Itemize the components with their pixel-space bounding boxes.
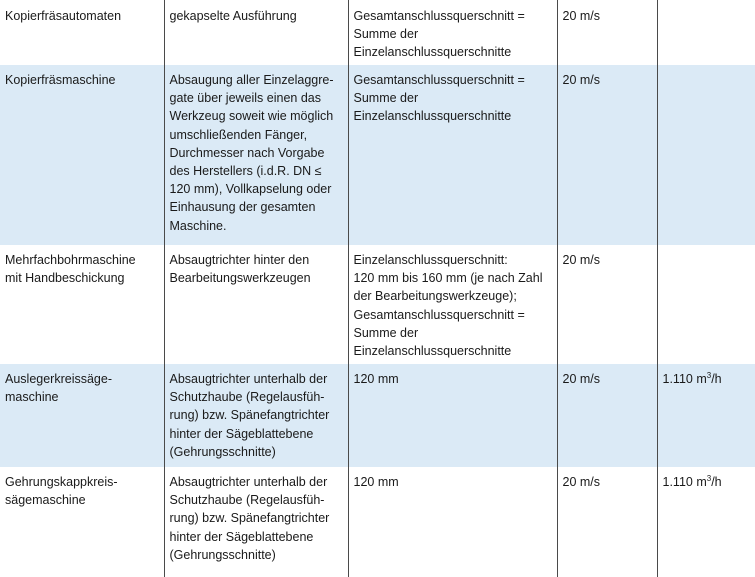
capture-line: Absaugtrichter hinter den [169, 253, 310, 267]
table-row [0, 245, 755, 364]
table-row [0, 0, 755, 65]
cross-section-line: Einzelanschlussquerschnitte [353, 109, 512, 124]
cross-section-cell [348, 65, 557, 245]
machine-cell [0, 65, 164, 245]
cross-section-line: 120 mm bis 160 mm (je nach Zahl [353, 271, 543, 286]
volume-flow-exponent: 3 [706, 371, 712, 380]
cross-section-line: 120 mm [353, 475, 399, 489]
capture-line: Einhausung der gesamten [169, 200, 316, 215]
cross-section-cell [348, 467, 557, 577]
machine-name-line: Mehrfachbohrmaschine [5, 253, 136, 267]
capture-line: Schutzhaube (Regelausfüh- [169, 493, 325, 508]
volume-flow-cell [657, 0, 755, 65]
machine-name-line: Kopierfräsmaschine [5, 73, 116, 87]
machine-name-line: Auslegerkreissäge- [5, 372, 112, 386]
capture-line: (Gehrungsschnitte) [169, 547, 276, 562]
capture-line: Absaugtrichter unterhalb der [169, 372, 328, 386]
cross-section-cell [348, 245, 557, 364]
velocity-cell [557, 364, 657, 467]
velocity-value: 20 m/s [562, 372, 601, 386]
capture-line: 120 mm), Vollkapselung oder [169, 182, 332, 197]
table-row [0, 467, 755, 577]
capture-line: Werkzeug soweit wie möglich [169, 109, 334, 124]
velocity-value: 20 m/s [562, 9, 601, 23]
capture-line: rung) bzw. Spänefangtrichter [169, 408, 330, 423]
volume-flow-number: 1.110 m [662, 372, 707, 386]
cross-section-line: der Bearbeitungswerkzeuge); [353, 289, 517, 304]
machine-cell [0, 245, 164, 364]
volume-flow-unit: /h [711, 372, 722, 386]
capture-line: Bearbeitungswerkzeugen [169, 271, 311, 286]
capture-line: rung) bzw. Spänefangtrichter [169, 511, 330, 526]
capture-line: gekapselte Ausführung [169, 9, 297, 23]
cross-section-line: Einzelanschlussquerschnitte [353, 344, 512, 359]
capture-cell [164, 65, 348, 245]
velocity-value: 20 m/s [562, 73, 601, 87]
capture-cell [164, 364, 348, 467]
volume-flow-cell [657, 467, 755, 577]
velocity-value: 20 m/s [562, 475, 601, 489]
capture-line: (Gehrungsschnitte) [169, 444, 276, 459]
cross-section-cell [348, 0, 557, 65]
volume-flow-number: 1.110 m [662, 475, 707, 489]
velocity-cell [557, 245, 657, 364]
cross-section-line: Summe der [353, 27, 419, 42]
cross-section-line: Summe der [353, 325, 419, 340]
cross-section-line: 120 mm [353, 372, 399, 386]
capture-line: des Herstellers (i.d.R. DN ≤ [169, 164, 322, 179]
machine-name-line: Gehrungskappkreis- [5, 475, 118, 489]
machine-name-line: sägemaschine [5, 493, 86, 508]
cross-section-line: Einzelanschlussquerschnitt: [353, 253, 508, 267]
cross-section-line: Gesamtanschlussquerschnitt = [353, 9, 525, 23]
volume-flow-unit: /h [711, 475, 722, 489]
volume-flow-cell [657, 65, 755, 245]
velocity-cell [557, 65, 657, 245]
machine-cell [0, 467, 164, 577]
velocity-value: 20 m/s [562, 253, 601, 267]
capture-line: Schutzhaube (Regelausfüh- [169, 390, 325, 405]
volume-flow-cell [657, 364, 755, 467]
capture-line: Absaugtrichter unterhalb der [169, 475, 328, 489]
volume-flow-value [663, 370, 755, 388]
cross-section-line: Gesamtanschlussquerschnitt = [353, 73, 525, 87]
volume-flow-exponent: 3 [706, 474, 712, 483]
capture-line: hinter der Sägeblattebene [169, 426, 314, 441]
table-row [0, 364, 755, 467]
capture-cell [164, 245, 348, 364]
machine-cell [0, 364, 164, 467]
cross-section-line: Gesamtanschlussquerschnitt = [353, 307, 525, 322]
cross-section-line: Summe der [353, 91, 419, 106]
capture-line: Maschine. [169, 218, 227, 233]
velocity-cell [557, 0, 657, 65]
cross-section-cell [348, 364, 557, 467]
capture-line: Absaugung aller Einzelaggre- [169, 73, 334, 87]
table-row [0, 65, 755, 245]
machine-name-line: mit Handbeschickung [5, 271, 125, 286]
velocity-cell [557, 467, 657, 577]
capture-line: hinter der Sägeblattebene [169, 529, 314, 544]
capture-line: Durchmesser nach Vorgabe [169, 145, 325, 160]
capture-cell [164, 0, 348, 65]
machine-name-line: maschine [5, 390, 59, 405]
capture-line: umschließenden Fänger, [169, 127, 308, 142]
cross-section-line: Einzelanschlussquerschnitte [353, 45, 512, 60]
volume-flow-value [663, 473, 755, 491]
capture-cell [164, 467, 348, 577]
machine-cell [0, 0, 164, 65]
volume-flow-cell [657, 245, 755, 364]
machine-name-line: Kopierfräsautomaten [5, 9, 122, 23]
capture-line: gate über jeweils einen das [169, 91, 321, 106]
